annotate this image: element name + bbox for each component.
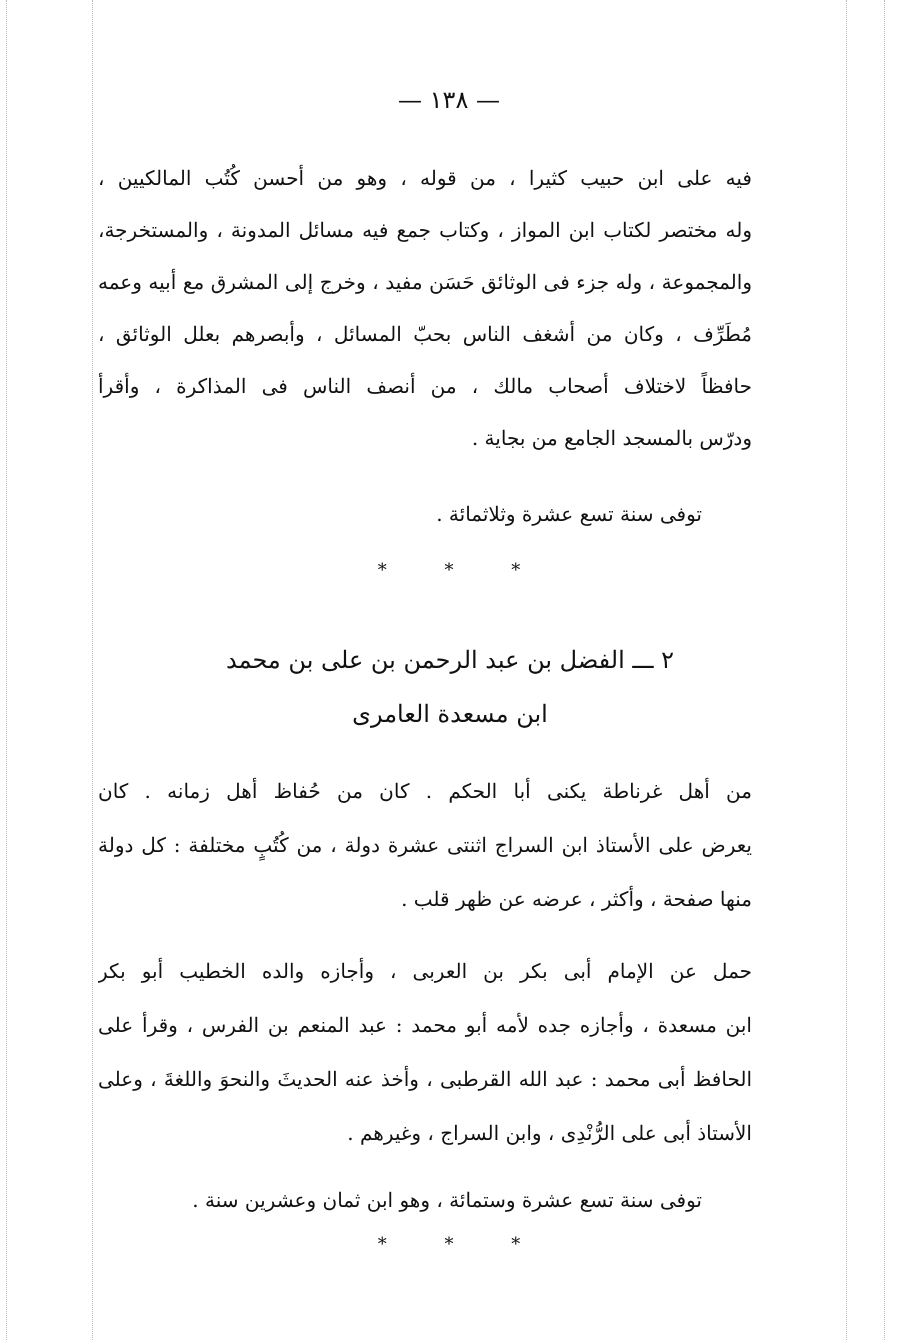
entry-2-heading: ٢ ـــ الفضل بن عبد الرحمن بن على بن محمد [225, 646, 675, 674]
page-number: — ١٣٨ — [398, 86, 500, 114]
text-line: وله مختصر لكتاب ابن المواز ، وكتاب جمع فيه مسائل المدونة ، والمستخرجة، [98, 218, 752, 242]
section-separator: * * * [377, 560, 547, 581]
entry-2-paragraph-1 [98, 764, 752, 926]
scan-edge-line [884, 0, 885, 1340]
scan-edge-line [846, 0, 847, 1340]
entry-1-paragraph [98, 152, 752, 464]
scan-edge-line [92, 0, 93, 1340]
text-line: حافظاً لاختلاف أصحاب مالك ، من أنصف الناس فى المذاكرة ، وأقرأ [98, 374, 752, 398]
text-line: الحافظ أبى محمد : عبد الله القرطبى ، وأخذ عنه الحديثَ والنحوَ واللغةَ ، وعلى [98, 1067, 752, 1091]
entry-2-death-note: توفى سنة تسع عشرة وستمائة ، وهو ابن ثمان وعشرين سنة . [192, 1188, 702, 1212]
text-line: والمجموعة ، وله جزء فى الوثائق حَسَن مفيد ، وخرج إلى المشرق مع أبيه وعمه [98, 270, 752, 294]
text-line: الأستاذ أبى على الرُّنْدِى ، وابن السراج ، وغيرهم . [347, 1121, 752, 1145]
section-separator: * * * [377, 1234, 547, 1255]
text-line: ودرّس بالمسجد الجامع من بجاية . [471, 426, 752, 450]
text-line: فيه على ابن حبيب كثيرا ، من قوله ، وهو من أحسن كُتُب المالكيين ، [98, 166, 752, 190]
entry-1-death-note: توفى سنة تسع عشرة وثلاثمائة . [436, 502, 702, 526]
scan-edge-line [6, 0, 7, 1340]
entry-2-subheading: ابن مسعدة العامرى [352, 700, 548, 728]
entry-2-paragraph-2 [98, 944, 752, 1160]
text-line: مُطَرِّف ، وكان من أشغف الناس بحبّ المسائل ، وأبصرهم بعلل الوثائق ، [98, 322, 752, 346]
text-line: حمل عن الإمام أبى بكر بن العربى ، وأجازه والده الخطيب أبو بكر [98, 959, 752, 983]
text-line: من أهل غرناطة يكنى أبا الحكم . كان من حُفاظ أهل زمانه . كان [98, 779, 752, 803]
text-line: يعرض على الأستاذ ابن السراج اثنتى عشرة دولة ، من كُتُبٍ مختلفة : كل دولة [98, 833, 752, 857]
text-line: منها صفحة ، وأكثر ، عرضه عن ظهر قلب . [401, 887, 752, 911]
text-line: ابن مسعدة ، وأجازه جده لأمه أبو محمد : عبد المنعم بن الفرس ، وقرأ على [98, 1013, 752, 1037]
